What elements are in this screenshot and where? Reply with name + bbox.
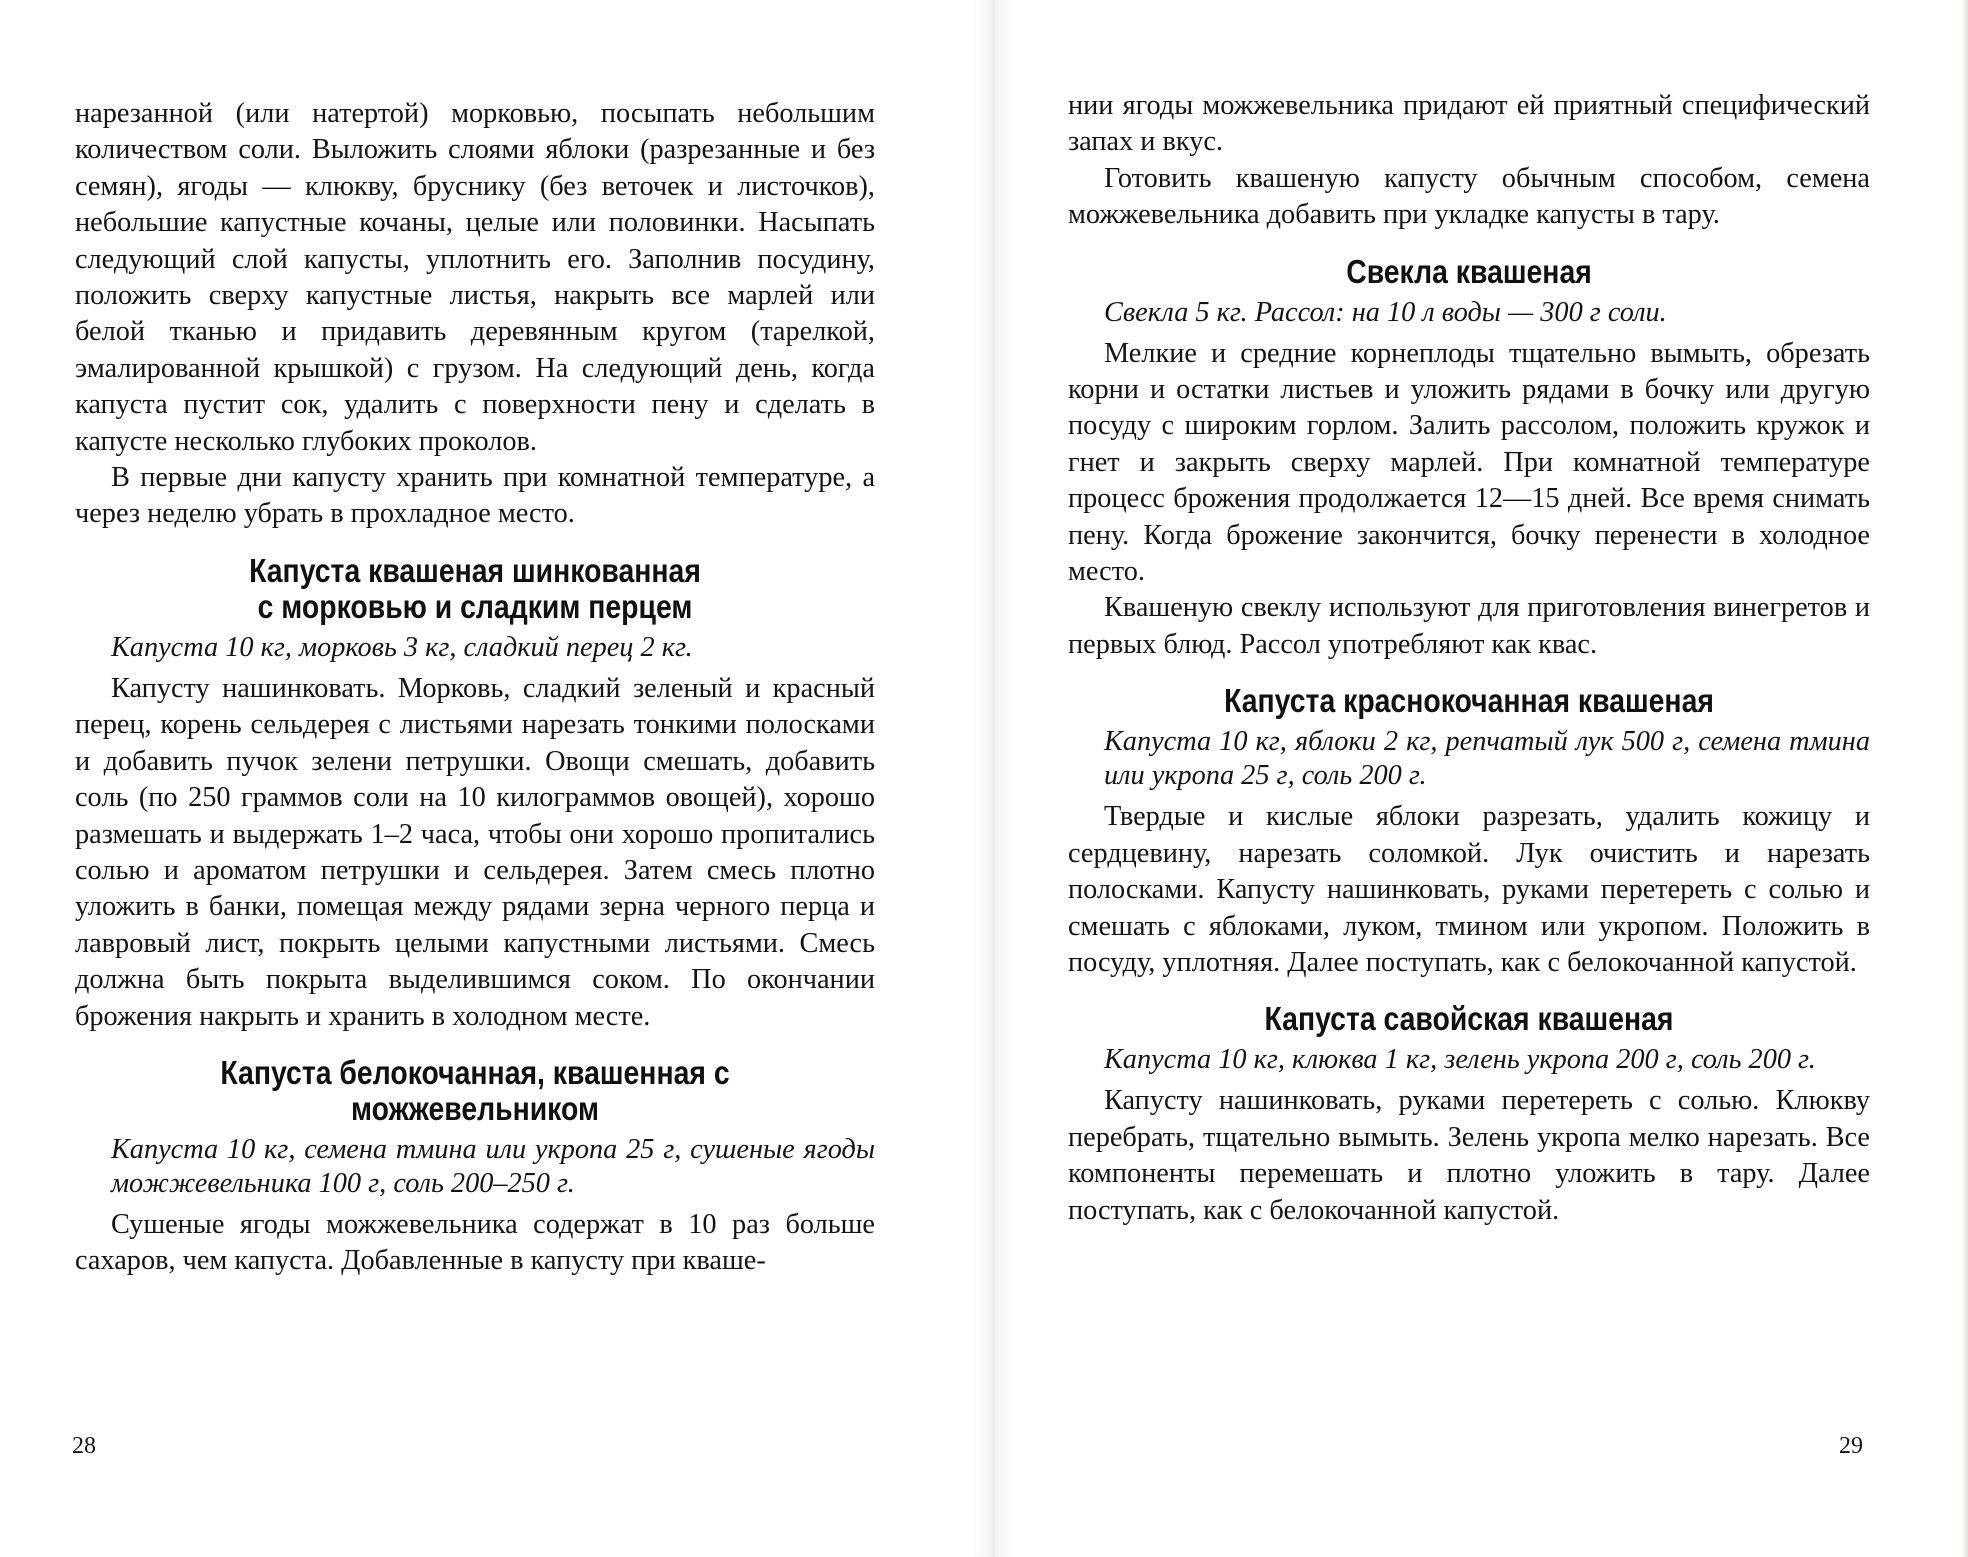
recipe-title: Капуста краснокочанная квашеная	[1224, 682, 1714, 720]
recipe-title-line: Капуста белокочанная, квашенная с	[220, 1053, 730, 1091]
recipe-ingredients: Капуста 10 кг, яблоки 2 кг, репчатый лук 500 г, семена тмина или укропа 25 г, соль 200 г.	[1104, 726, 1870, 792]
paragraph: Готовить квашеную капусту обычным способом, семена можжевельника добавить при укладке капусты в тару.	[1068, 162, 1870, 231]
recipe-text: Мелкие и средние корнеплоды тщательно вымыть, обрезать корни и остатки листьев и уложить рядами в бочку или другую посуду с широким горлом. Залить рассолом, положить кружок и гнет и закрыть сверху марлей. При комнатной температуре процесс брожения продолжается 12—15 дней. Все время снимать пену. Когда брожение закончится, бочку перенести в холодное место.	[1068, 337, 1870, 588]
page-number: 29	[1839, 1433, 1863, 1459]
paragraph: В первые дни капусту хранить при комнатной температуре, а через неделю убрать в прохладное место.	[75, 462, 875, 530]
right-page	[1068, 88, 1870, 1229]
recipe-title	[131, 553, 819, 625]
book-gutter	[972, 0, 1016, 1557]
continued-paragraph: нии ягоды можжевельника придают ей приятный специфический запах и вкус.	[1068, 90, 1870, 158]
recipe-text: Квашеную свеклу используют для приготовления винегретов и первых блюд. Рассол употребляют как квас.	[1068, 592, 1870, 660]
recipe-text: Капусту нашинковать. Морковь, сладкий зеленый и красный перец, корень сельдерея с листьями нарезать тонкими полосками и добавить пучок зелени петрушки. Овощи смешать, добавить соль (по 250 граммов соли на 10 килограммов овощей), хорошо размешать и выдержать 1–2 часа, чтобы они хорошо пропитались солью и ароматом петрушки и сельдерея. Затем смесь плотно уложить в банки, помещая между рядами зерна черного перца и лавровый лист, покрыть целыми капустными листьями. Смесь должна быть покрыта выделившимся соком. По окончании брожения накрыть и хранить в холодном месте.	[75, 672, 875, 1032]
recipe-title-line: можжевельником	[351, 1089, 599, 1127]
recipe-ingredients: Капуста 10 кг, семена тмина или укропа 25 г, сушеные ягоды можжевельника 100 г, соль 200–250 г.	[111, 1133, 875, 1199]
left-page	[75, 96, 875, 1280]
recipe-text: Твердые и кислые яблоки разрезать, удалить кожицу и сердцевину, нарезать соломкой. Лук очистить и нарезать полосками. Капусту нашинковать, руками перетереть с солью и смешать с яблоками, луком, тмином или укропом. Положить в посуду, уплотняя. Далее поступать, как с белокочанной капустой.	[1068, 801, 1870, 978]
page-number: 28	[72, 1433, 96, 1459]
recipe-title	[131, 1055, 819, 1127]
recipe-ingredients: Свекла 5 кг. Рассол: на 10 л воды — 300 г соли.	[1104, 296, 1667, 328]
recipe-title: Свекла квашеная	[1346, 252, 1592, 290]
page-edge	[1962, 0, 1968, 1557]
recipe-title-line: Капуста квашеная шинкованная	[249, 551, 701, 589]
recipe-text: Сушеные ягоды можжевельника содержат в 10 раз больше сахаров, чем капуста. Добавленные в капусту при кваше-	[75, 1208, 875, 1277]
recipe-title-line: с морковью и сладким перцем	[257, 587, 693, 625]
recipe-text: Капусту нашинковать, руками перетереть с солью. Клюкву перебрать, тщательно вымыть. Зелень укропа мелко нарезать. Все компоненты перемешать и плотно уложить в тару. Далее поступать, как с белокочанной капустой.	[1068, 1085, 1870, 1226]
continued-paragraph: нарезанной (или натертой) морковью, посыпать небольшим количеством соли. Выложить слоями яблоки (разрезанные и без семян), ягоды — клюкву, бруснику (без веточек и листочков), небольшие капустные кочаны, целые или половинки. Насыпать следующий слой капусты, уплотнить его. Заполнив посудину, положить сверху капустные листья, накрыть все марлей или белой тканью и придавить деревянным кругом (тарелкой, эмалированной крышкой) с грузом. На следующий день, когда капуста пустит сок, удалить с поверхности пену и сделать в капусте несколько глубоких проколов.	[75, 98, 875, 457]
recipe-ingredients: Капуста 10 кг, морковь 3 кг, сладкий перец 2 кг.	[111, 631, 693, 663]
recipe-ingredients: Капуста 10 кг, клюква 1 кг, зелень укропа 200 г, соль 200 г.	[1104, 1044, 1816, 1076]
recipe-title: Капуста савойская квашеная	[1264, 1000, 1674, 1038]
